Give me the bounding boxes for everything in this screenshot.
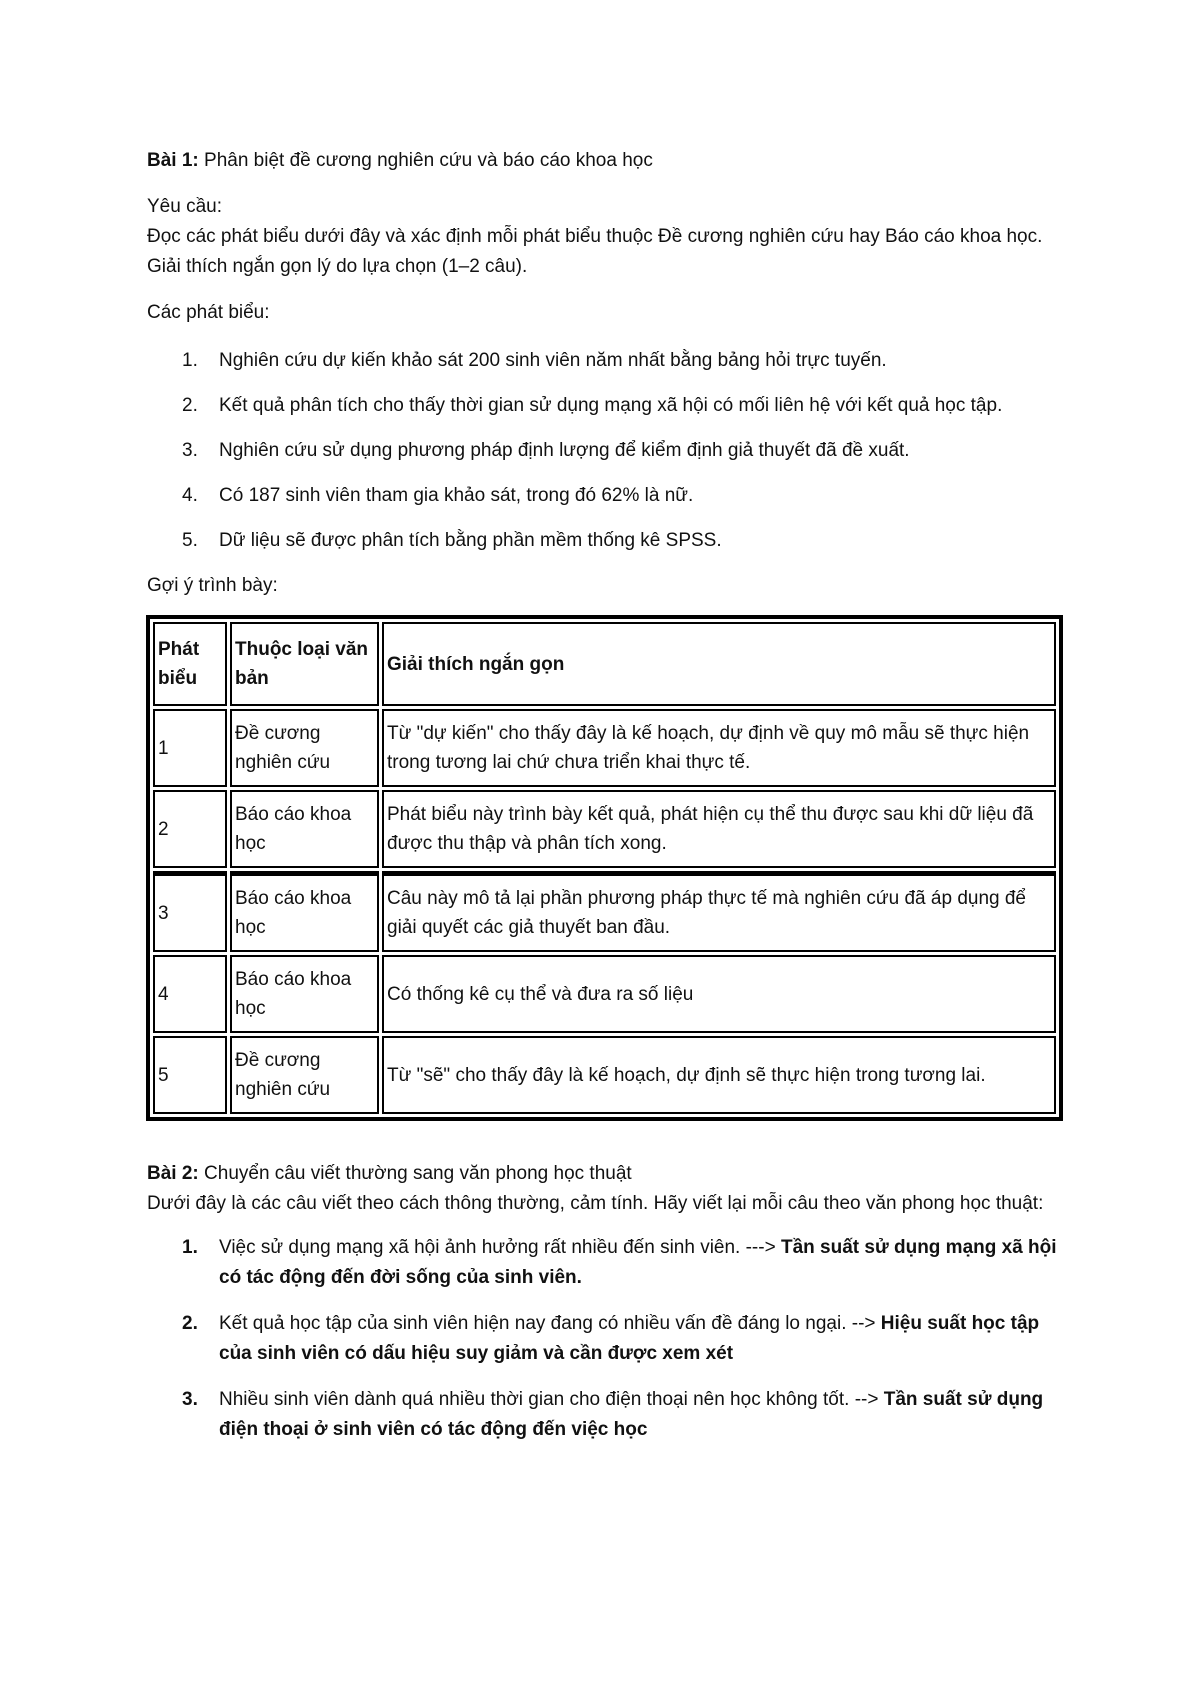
statement-number: 2.: [182, 395, 198, 416]
cell-number: 4: [153, 955, 227, 1033]
cell-explanation: Từ "dự kiến" cho thấy đây là kế hoạch, dự định về quy mô mẫu sẽ thực hiện trong tương lai chứ chưa triển khai thực tế.: [382, 709, 1056, 787]
requirement-text: Đọc các phát biểu dưới đây và xác định mỗi phát biểu thuộc Đề cương nghiên cứu hay Báo cáo khoa học. Giải thích ngắn gọn lý do lựa chọn (1–2 câu).: [147, 226, 1043, 277]
exercise-2-title: Chuyển câu viết thường sang văn phong học thuật: [198, 1163, 632, 1184]
cell-number: 5: [153, 1036, 227, 1114]
table-row: [153, 790, 1056, 868]
table-row: [153, 709, 1056, 787]
statement-text: Kết quả phân tích cho thấy thời gian sử dụng mạng xã hội có mối liên hệ với kết quả học tập.: [219, 395, 1003, 416]
statement-text: Dữ liệu sẽ được phân tích bằng phần mềm thống kê SPSS.: [219, 530, 722, 551]
statement-item: [147, 346, 1062, 376]
header-explanation: Giải thích ngắn gọn: [382, 622, 1056, 706]
statement-item: [147, 391, 1062, 421]
cell-type: Báo cáo khoa học: [230, 790, 379, 868]
rewrite-list: [147, 1233, 1062, 1445]
table-row: [153, 871, 1056, 952]
plain-sentence: Việc sử dụng mạng xã hội ảnh hưởng rất nhiều đến sinh viên. --->: [219, 1237, 781, 1258]
requirement-label: Yêu cầu:: [147, 196, 222, 217]
cell-type: Báo cáo khoa học: [230, 871, 379, 952]
plain-sentence: Nhiều sinh viên dành quá nhiều thời gian cho điện thoại nên học không tốt. -->: [219, 1389, 884, 1410]
exercise-1-title: Phân biệt đề cương nghiên cứu và báo cáo khoa học: [198, 150, 653, 171]
cell-explanation: Phát biểu này trình bày kết quả, phát hiện cụ thể thu được sau khi dữ liệu đã được thu thập và phân tích xong.: [382, 790, 1056, 868]
cell-type: Đề cương nghiên cứu: [230, 1036, 379, 1114]
statement-item: [147, 436, 1062, 466]
statement-text: Nghiên cứu sử dụng phương pháp định lượng để kiểm định giả thuyết đã đề xuất.: [219, 440, 910, 461]
academic-answer: Tần suất sử dụng điện thoại ở sinh viên có tác động đến việc học: [219, 1389, 1044, 1440]
document-page: [147, 146, 1062, 1461]
cell-explanation: Từ "sẽ" cho thấy đây là kế hoạch, dự định sẽ thực hiện trong tương lai.: [382, 1036, 1056, 1114]
cell-number: 1: [153, 709, 227, 787]
statement-item: [147, 526, 1062, 556]
table-row: [153, 955, 1056, 1033]
exercise-2-label: Bài 2:: [147, 1163, 199, 1184]
statement-number: 3.: [182, 440, 198, 461]
statement-item: [147, 481, 1062, 511]
cell-number: 2: [153, 790, 227, 868]
statements-label: Các phát biểu:: [147, 302, 270, 323]
hint-label: Gợi ý trình bày:: [147, 575, 278, 596]
exercise-1-heading: [147, 146, 1062, 176]
cell-type: Đề cương nghiên cứu: [230, 709, 379, 787]
rewrite-item: [147, 1233, 1062, 1293]
academic-answer: Tần suất sử dụng mạng xã hội có tác động đến đời sống của sinh viên.: [219, 1237, 1057, 1288]
cell-number: 3: [153, 871, 227, 952]
statement-number: 4.: [182, 485, 198, 506]
table-row: [153, 1036, 1056, 1114]
exercise-2-heading: [147, 1159, 1062, 1189]
academic-answer: Hiệu suất học tập của sinh viên có dấu hiệu suy giảm và cần được xem xét: [219, 1313, 1040, 1364]
cell-explanation: Câu này mô tả lại phần phương pháp thực tế mà nghiên cứu đã áp dụng để giải quyết các giả thuyết ban đầu.: [382, 871, 1056, 952]
header-type: Thuộc loại văn bản: [230, 622, 379, 706]
rewrite-item: [147, 1385, 1062, 1445]
rewrite-number: 1.: [182, 1237, 198, 1258]
rewrite-number: 3.: [182, 1389, 198, 1410]
header-statement: Phát biểu: [153, 622, 227, 706]
statement-text: Có 187 sinh viên tham gia khảo sát, trong đó 62% là nữ.: [219, 485, 694, 506]
statement-number: 1.: [182, 350, 198, 371]
statement-text: Nghiên cứu dự kiến khảo sát 200 sinh viên năm nhất bằng bảng hỏi trực tuyến.: [219, 350, 887, 371]
answer-table: [146, 615, 1063, 1121]
rewrite-number: 2.: [182, 1313, 198, 1334]
exercise-1-label: Bài 1:: [147, 150, 199, 171]
cell-explanation: Có thống kê cụ thể và đưa ra số liệu: [382, 955, 1056, 1033]
exercise-2-intro: Dưới đây là các câu viết theo cách thông thường, cảm tính. Hãy viết lại mỗi câu theo văn phong học thuật:: [147, 1193, 1044, 1214]
cell-type: Báo cáo khoa học: [230, 955, 379, 1033]
plain-sentence: Kết quả học tập của sinh viên hiện nay đang có nhiều vấn đề đáng lo ngại. -->: [219, 1313, 881, 1334]
rewrite-item: [147, 1309, 1062, 1369]
table-header-row: [153, 622, 1056, 706]
statement-number: 5.: [182, 530, 198, 551]
statements-list: [147, 346, 1062, 556]
